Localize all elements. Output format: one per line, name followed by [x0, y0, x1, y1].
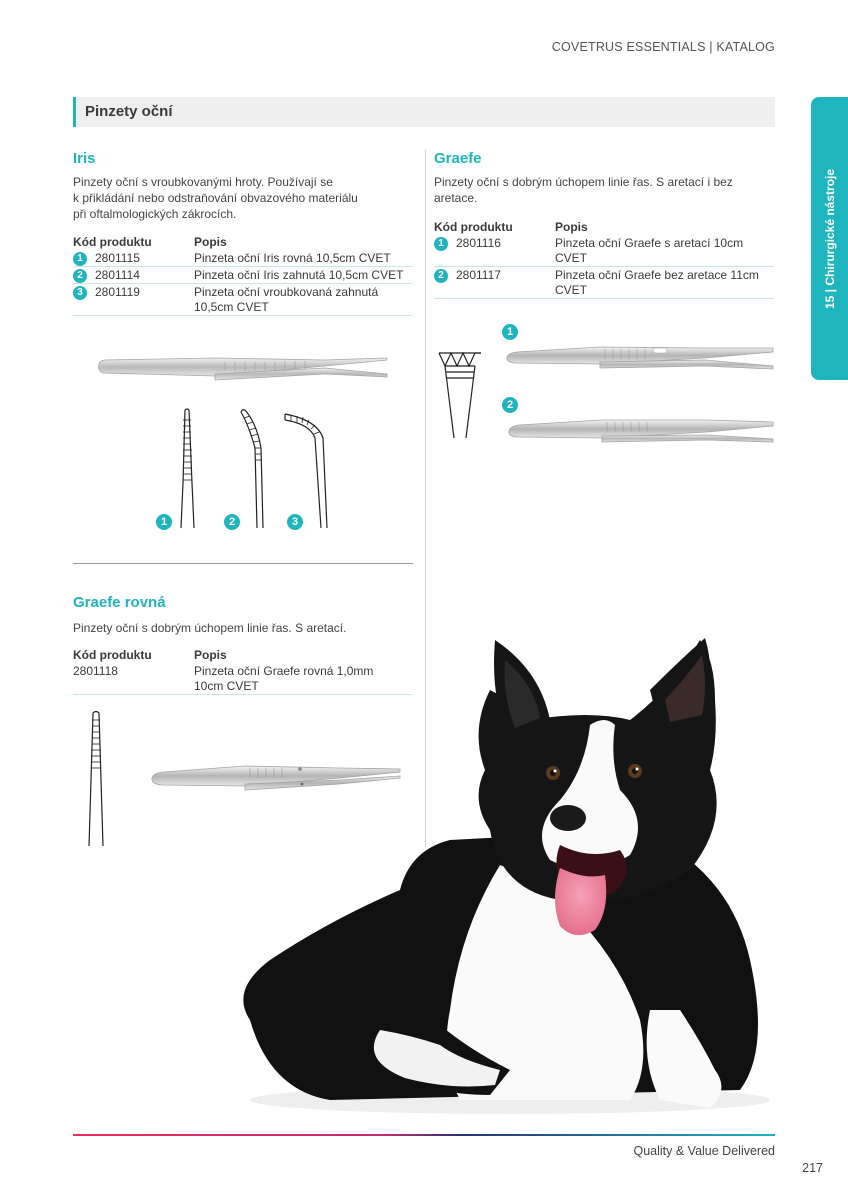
graefe-table: [434, 219, 774, 299]
product-desc: Pinzeta oční Iris rovná 10,5cm CVET: [194, 251, 391, 265]
graefe-tip-sketch: [436, 350, 486, 442]
iris-description-line: při oftalmologických zákrocích.: [73, 207, 237, 221]
footer-rule: [73, 1134, 775, 1136]
graefe-forceps-illustration-2: [507, 414, 775, 446]
product-desc: Pinzeta oční Iris zahnutá 10,5cm CVET: [194, 268, 404, 282]
graefe-description: [434, 174, 774, 206]
iris-forceps-illustration: [95, 350, 395, 385]
product-desc: 10,5cm CVET: [194, 300, 269, 314]
product-code: 2801116: [456, 236, 501, 250]
iris-description: [73, 174, 413, 222]
graefe-rovna-tip-sketch: [86, 710, 108, 850]
chapter-tab-label: 15 | Chirurgické nástroje: [822, 168, 837, 309]
product-desc: Pinzeta oční Graefe rovná 1,0mm: [194, 664, 374, 678]
dog-photo: [210, 630, 770, 1125]
section-title: Pinzety oční: [85, 103, 173, 120]
product-code: 2801115: [95, 251, 140, 265]
graefe-rovna-description: Pinzety oční s dobrým úchopem linie řas. S aretací.: [73, 621, 347, 635]
table-row: [73, 284, 413, 316]
product-desc: CVET: [555, 283, 588, 297]
iris-tip-sketches: [175, 408, 345, 533]
graefe-description-line: aretace.: [434, 191, 478, 205]
figure-label-1: 1: [156, 514, 172, 530]
product-code: 2801118: [73, 664, 118, 678]
iris-table: [73, 234, 413, 316]
graefe-title: Graefe: [434, 150, 482, 167]
graefe-rovna-title: Graefe rovná: [73, 594, 166, 611]
table-header: [434, 219, 774, 235]
product-desc: 10cm CVET: [194, 679, 259, 693]
figure-label-2: 2: [224, 514, 240, 530]
item-number-badge: 1: [73, 252, 87, 266]
figure-label-1: 1: [502, 324, 518, 340]
product-desc: Pinzeta oční Graefe bez aretace 11cm: [555, 268, 759, 282]
col-desc-header: Popis: [555, 220, 588, 234]
col-desc-header: Popis: [194, 235, 227, 249]
table-row: [434, 235, 774, 267]
catalog-header: COVETRUS ESSENTIALS | KATALOG: [551, 40, 775, 54]
graefe-forceps-illustration-1: [505, 340, 775, 372]
section-title-bar: [73, 97, 775, 127]
product-desc: Pinzeta oční vroubkovaná zahnutá: [194, 285, 379, 299]
table-row: [434, 267, 774, 299]
item-number-badge: 1: [434, 237, 448, 251]
col-code-header: Kód produktu: [73, 235, 152, 249]
product-code: 2801119: [95, 285, 140, 299]
product-desc: CVET: [555, 251, 588, 265]
graefe-description-line: Pinzety oční s dobrým úchopem linie řas. S aretací i bez: [434, 175, 733, 189]
chapter-tab[interactable]: [811, 97, 848, 380]
col-desc-header: Popis: [194, 648, 227, 662]
product-desc: Pinzeta oční Graefe s aretací 10cm: [555, 236, 744, 250]
item-number-badge: 2: [434, 269, 448, 283]
col-code-header: Kód produktu: [73, 648, 152, 662]
col-code-header: Kód produktu: [434, 220, 513, 234]
footer-tagline: Quality & Value Delivered: [633, 1144, 775, 1158]
figure-label-3: 3: [287, 514, 303, 530]
iris-description-line: k přikládání nebo odstraňování obvazového materiálu: [73, 191, 358, 205]
section-separator: [73, 563, 413, 564]
product-code: 2801117: [456, 268, 501, 282]
table-row: [73, 267, 413, 284]
table-row: [73, 250, 413, 267]
table-header: [73, 234, 413, 250]
item-number-badge: 2: [73, 269, 87, 283]
item-number-badge: 3: [73, 286, 87, 300]
page-number: 217: [802, 1161, 823, 1175]
product-code: 2801114: [95, 268, 140, 282]
iris-description-line: Pinzety oční s vroubkovanými hroty. Používají se: [73, 175, 333, 189]
figure-label-2: 2: [502, 397, 518, 413]
iris-title: Iris: [73, 150, 96, 167]
